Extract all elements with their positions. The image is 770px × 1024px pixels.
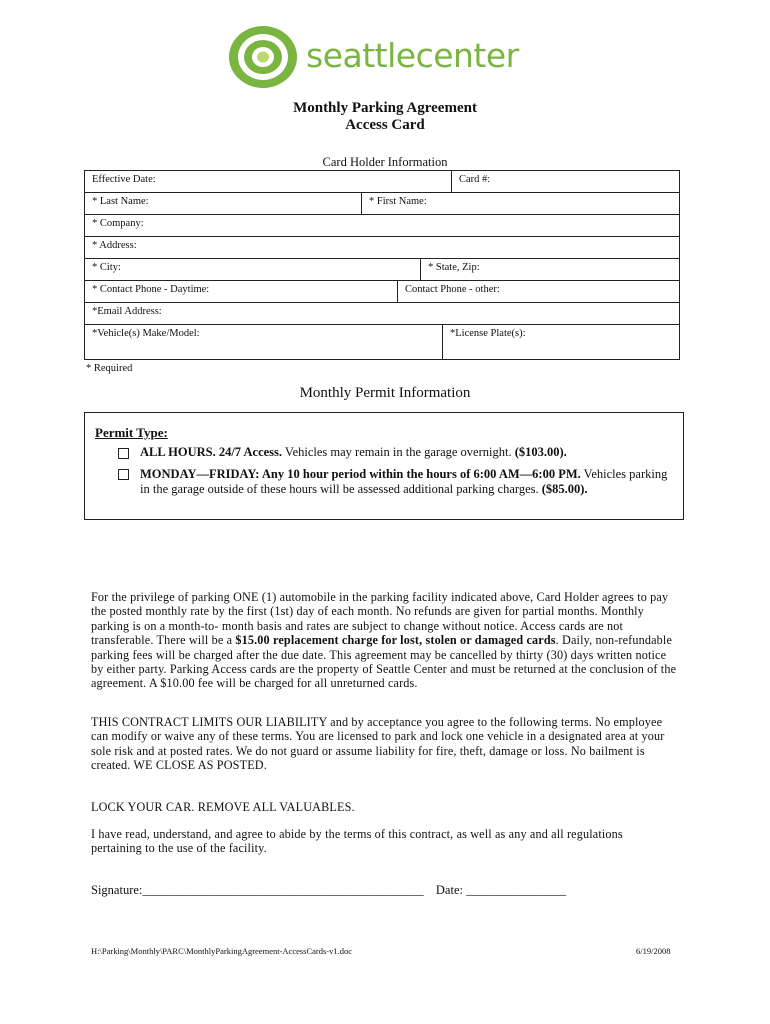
lock-car-notice: LOCK YOUR CAR. REMOVE ALL VALUABLES. [91,800,355,814]
card-holder-table [84,170,680,360]
agreement-paragraph: I have read, understand, and agree to abide by the terms of this contract, as well as any and all regulations pertaining to the use of the facility. [91,827,623,856]
permit-type-label: Permit Type: [95,425,168,440]
card-holder-caption: Card Holder Information [322,155,448,169]
terms-p1-b: . Daily, non-refundable parking fees will be charged after the due date. This agreement may be cancelled by thirty (30) days written notice by either party. Parking Access cards are the property of Seattle Center and must be returned at the conclusion of the agreement. A $10.00 fee will be charged for all unreturned cards. [91,633,677,691]
terms-paragraph-1 [91,590,681,691]
state-zip-field[interactable]: * State, Zip: [420,259,681,280]
row-address [85,237,679,259]
row-name [85,193,679,215]
row-company [85,215,679,237]
signature-row [91,883,566,898]
date-line[interactable]: ________________ [466,883,567,897]
license-plate-field[interactable]: *License Plate(s): [442,325,681,359]
phone-other-field[interactable]: Contact Phone - other: [397,281,681,302]
permit-box [84,412,684,520]
row-vehicle [85,325,679,359]
all-hours-text: Vehicles may remain in the garage overnight. [282,445,515,459]
signature-label: Signature: [91,883,143,897]
row-phone [85,281,679,303]
logo-text: seattlecenter [306,36,519,75]
weekday-price: ($85.00). [541,482,588,496]
weekday-option [140,467,680,497]
date-label: Date: [435,883,463,897]
permit-heading: Monthly Permit Information [299,385,471,401]
card-number-field[interactable]: Card #: [451,171,681,192]
all-hours-title: ALL HOURS. 24/7 Access. [140,445,283,459]
all-hours-option [140,445,680,460]
vehicle-make-model-field[interactable]: *Vehicle(s) Make/Model: [92,328,200,339]
phone-daytime-field[interactable]: * Contact Phone - Daytime: [92,284,210,295]
liability-paragraph: THIS CONTRACT LIMITS OUR LIABILITY and by acceptance you agree to the following terms. No employee can modify or waive any of these terms. You are licensed to park and lock one vehicle in a designated area at your sole risk and at posted rates. We do not guard or assume liability for fire, theft, damage or loss. No bailment is created. WE CLOSE AS POSTED. [91,715,665,773]
email-field[interactable]: *Email Address: [92,306,162,317]
weekday-checkbox[interactable] [118,469,129,480]
row-effective-date [85,171,679,193]
footer-date: 6/19/2008 [636,946,671,956]
replacement-charge-text: $15.00 replacement charge for lost, stolen or damaged cards [235,633,556,648]
all-hours-checkbox[interactable] [118,448,129,459]
terms-p1-a: For the privilege of parking ONE (1) automobile in the parking facility indicated above, Card Holder agrees to pay the posted monthly rate by the first (1st) day of each month. No refunds are given for partial months. Monthly parking is on a month-to- month basis and rates are subject to change without notice. Access cards are not transferable. There will be a [91,590,669,648]
row-email [85,303,679,325]
last-name-field[interactable]: * Last Name: [92,196,149,207]
signature-line[interactable]: _____________________________________________ [142,883,424,897]
effective-date-field[interactable]: Effective Date: [92,174,156,185]
weekday-text: Vehicles parking in the garage outside of these hours will be assessed additional parking charges. [140,467,668,496]
city-field[interactable]: * City: [92,262,121,273]
footer-file-path: H:\Parking\Monthly\PARC\MonthlyParkingAgreement-AccessCards-v1.doc [91,946,353,956]
company-field[interactable]: * Company: [92,218,144,229]
weekday-title: MONDAY—FRIDAY: Any 10 hour period within the hours of 6:00 AM—6:00 PM. [140,467,581,481]
address-field[interactable]: * Address: [92,240,137,251]
required-note: * Required [86,363,133,374]
page-title: Monthly Parking Agreement [293,100,477,116]
first-name-field[interactable]: * First Name: [361,193,681,214]
row-city [85,259,679,281]
page-subtitle: Access Card [345,117,425,133]
all-hours-price: ($103.00). [514,445,567,459]
